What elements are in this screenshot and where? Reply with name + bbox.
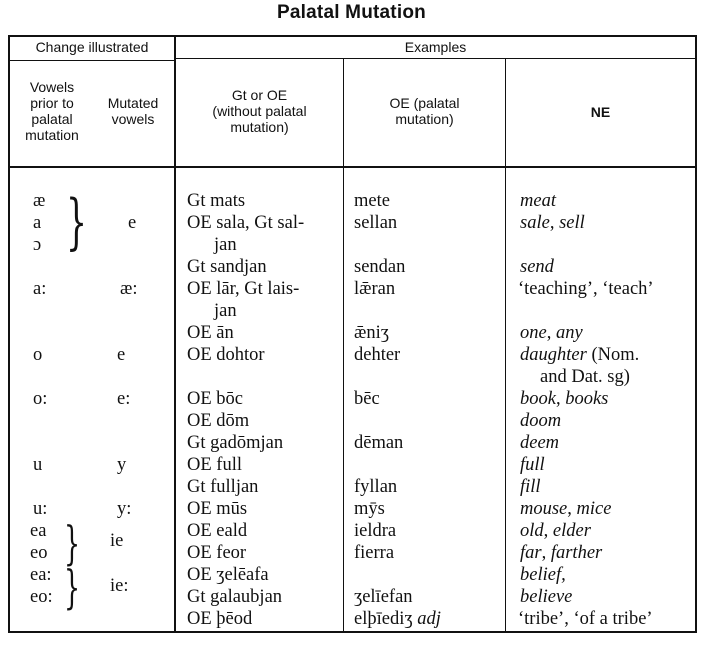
gt-oe-form: Gt sandjan [187, 257, 267, 277]
gt-oe-form: OE lār, Gt lais- [187, 279, 300, 299]
ne-gloss: ‘teaching’, ‘teach’ [518, 279, 654, 299]
vowel-mutated: ie: [110, 576, 129, 596]
ne-gloss: book, books [520, 389, 609, 409]
gt-oe-form: OE eald [187, 521, 248, 541]
page-title: Palatal Mutation [277, 2, 426, 23]
gt-oe-form: Gt mats [187, 191, 246, 211]
gt-oe-form: OE þēod [187, 609, 253, 629]
ne-gloss: fill [520, 477, 541, 497]
oe-mutated-form: mȳs [354, 499, 385, 519]
vowel-prior: u: [33, 499, 48, 519]
ne-gloss: believe [520, 587, 573, 607]
vowel-mutated: e: [117, 389, 131, 409]
header-oe-palatal: OE (palatal mutation) [389, 95, 460, 127]
right-brace-icon: } [66, 187, 88, 257]
vowel-mutated: e [117, 345, 126, 365]
oe-mutated-form: dēman [354, 433, 404, 453]
vowel-prior: ea: [30, 565, 52, 585]
oe-mutated-form: lǣran [354, 279, 396, 299]
oe-mutated-form: ǣniʒ [354, 323, 389, 343]
vowel-prior: o [33, 345, 43, 365]
gt-oe-form: OE sala, Gt sal- [187, 213, 305, 233]
ne-gloss: ‘tribe’, ‘of a tribe’ [518, 609, 653, 629]
header-change-illustrated: Change illustrated [35, 39, 149, 55]
right-brace-icon: } [64, 560, 81, 614]
header-mutated-vowels: Mutated vowels [107, 95, 159, 127]
vowel-mutated: æ: [120, 279, 138, 299]
vowel-prior: eo [30, 543, 48, 563]
adj-label: adj [417, 609, 441, 629]
oe-mutated-form: mete [354, 191, 390, 211]
ne-gloss: doom [520, 411, 562, 431]
ne-gloss: send [520, 257, 554, 277]
gt-oe-form: jan [214, 235, 237, 255]
oe-mutated-form: sendan [354, 257, 406, 277]
header-gt-oe: Gt or OE (without palatal mutation) [212, 87, 307, 135]
ne-gloss: deem [520, 433, 560, 453]
vowel-mutated: e [128, 213, 137, 233]
ne-gloss: and Dat. sg) [540, 367, 630, 387]
ne-gloss: meat [520, 191, 556, 211]
header-vowels-prior: Vowels prior to palatal mutation [25, 79, 79, 143]
right-brace-icon: } [64, 516, 81, 570]
gt-oe-form: Gt galaubjan [187, 587, 283, 607]
vowel-prior: ea [30, 521, 47, 541]
gt-oe-form: OE mūs [187, 499, 248, 519]
vowel-prior: ɔ [33, 235, 42, 255]
header-ne: NE [590, 104, 611, 120]
gt-oe-form: OE ʒelēafa [187, 565, 269, 585]
ne-gloss: far, farther [520, 543, 603, 563]
vowel-prior: u [33, 455, 43, 475]
gt-oe-form: OE dohtor [187, 345, 265, 365]
vowel-prior: a: [33, 279, 47, 299]
col-divider-3 [505, 59, 506, 631]
gt-oe-form: OE feor [187, 543, 247, 563]
oe-mutated-form: ʒelīefan [354, 587, 413, 607]
oe-mutated-form: fierra [354, 543, 395, 563]
vowel-prior: æ [33, 191, 46, 211]
col-divider-2 [343, 59, 344, 631]
ne-gloss: old, elder [520, 521, 591, 541]
header-examples: Examples [404, 39, 467, 55]
ne-gloss: daughter (Nom. [520, 345, 640, 365]
vowel-mutated: y: [117, 499, 132, 519]
oe-mutated-form: dehter [354, 345, 401, 365]
gt-oe-form: OE full [187, 455, 242, 475]
gt-oe-form: OE dōm [187, 411, 250, 431]
oe-mutated-form: bēc [354, 389, 380, 409]
oe-mutated-form: fyllan [354, 477, 398, 497]
gt-oe-form: jan [214, 301, 237, 321]
ne-gloss: one, any [520, 323, 583, 343]
ne-gloss: mouse, mice [520, 499, 612, 519]
gt-oe-form: Gt gadōmjan [187, 433, 284, 453]
vowel-prior: eo: [30, 587, 53, 607]
header-bottom-rule [10, 166, 695, 168]
ne-gloss: full [520, 455, 545, 475]
change-header-rule [10, 60, 174, 61]
gt-oe-form: Gt fulljan [187, 477, 259, 497]
gt-oe-form: OE bōc [187, 389, 243, 409]
vowel-prior: o: [33, 389, 48, 409]
oe-mutated-form: ieldra [354, 521, 397, 541]
gt-oe-form: OE ān [187, 323, 234, 343]
ne-gloss: belief, [520, 565, 566, 585]
vowel-mutated: ie [110, 531, 124, 551]
oe-mutated-form: elþīediʒ adj [354, 609, 441, 629]
vowel-mutated: y [117, 455, 127, 475]
oe-mutated-form: sellan [354, 213, 398, 233]
vowel-prior: a [33, 213, 42, 233]
header-divider [174, 58, 695, 59]
ne-gloss: sale, sell [520, 213, 585, 233]
